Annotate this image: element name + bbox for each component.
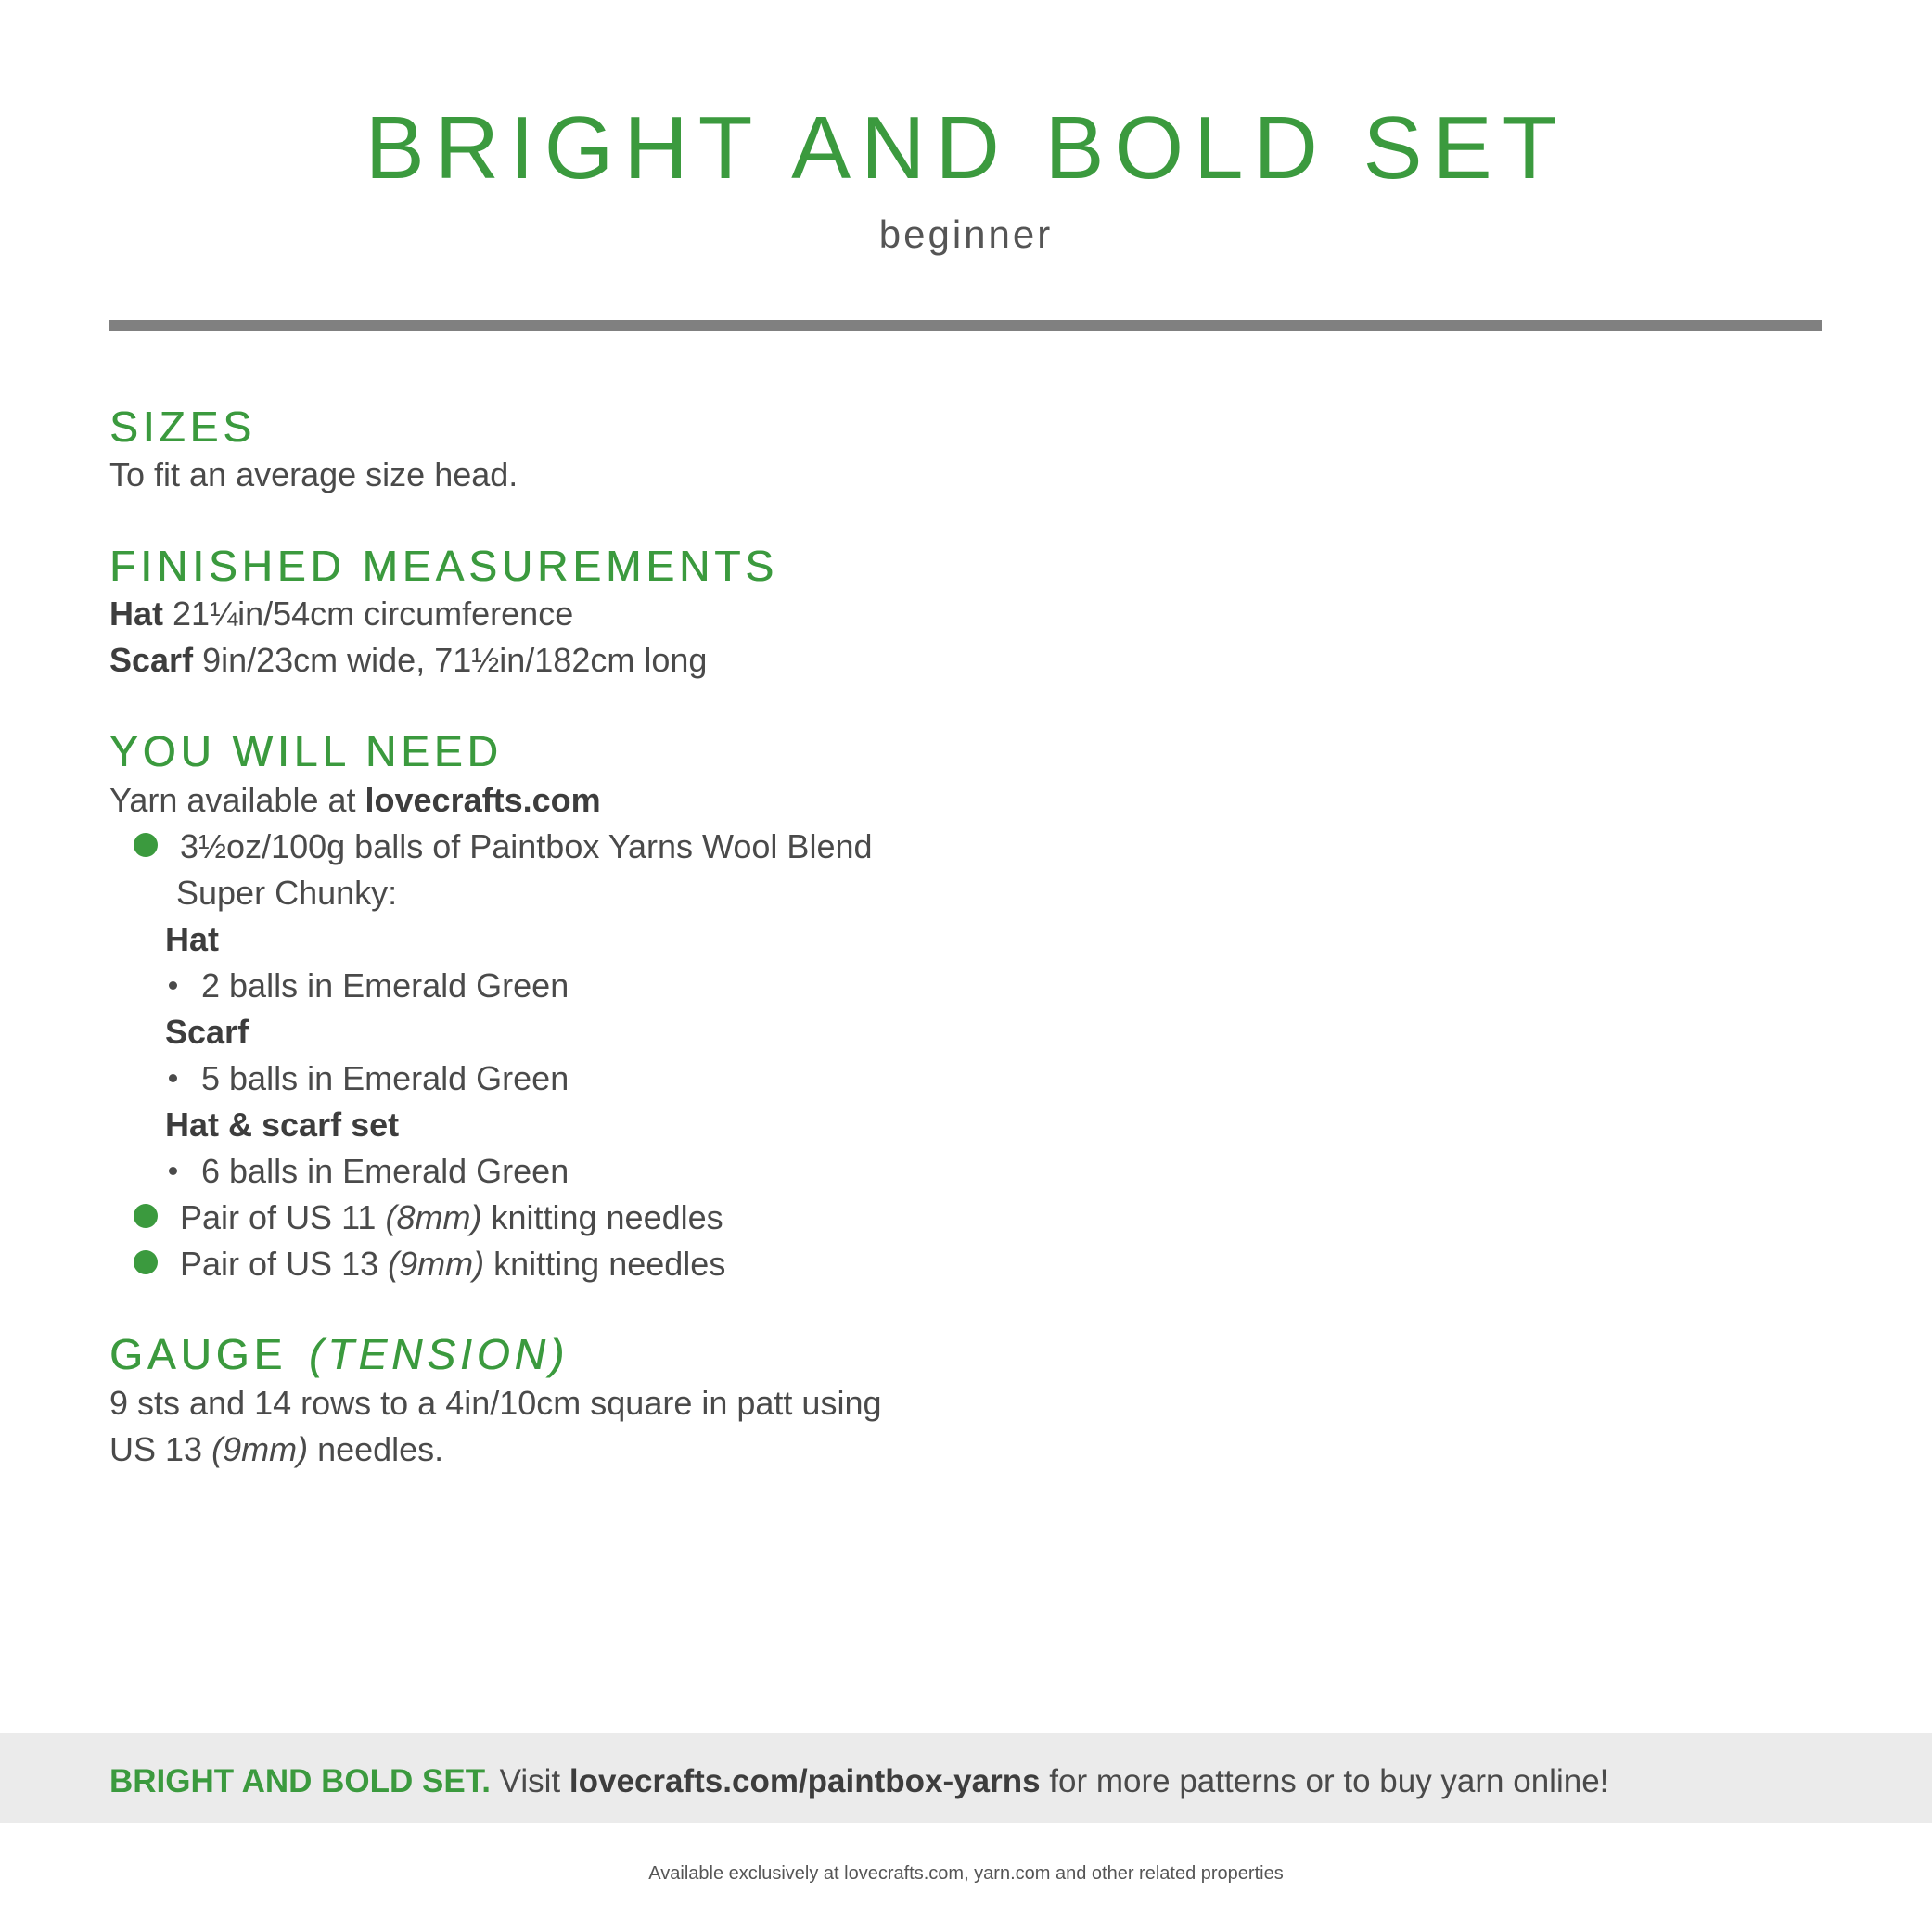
measurements-heading: FINISHED MEASUREMENTS [109,542,778,590]
hat-label: Hat [109,595,164,633]
set-sublabel: Hat & scarf set [165,1106,400,1144]
needle2-pre: Pair of US 13 [180,1245,379,1283]
gauge-line2-pre: US 13 [109,1430,203,1468]
yarn-link[interactable]: lovecrafts.com [365,781,601,819]
scarf-label: Scarf [109,641,194,679]
hat-balls-item [169,966,569,1004]
hat-balls: 2 balls in Emerald Green [201,966,569,1004]
sizes-text: To fit an average size head. [109,455,518,493]
yarn-intro: Yarn available at [109,781,356,819]
footer-title: BRIGHT AND BOLD SET. [109,1763,491,1799]
skill-level: beginner [878,212,1054,256]
gauge-line-1: 9 sts and 14 rows to a 4in/10cm square in patt using [109,1384,882,1422]
gauge-line2-post: needles. [317,1430,444,1468]
scarf-balls: 5 balls in Emerald Green [201,1059,569,1097]
yarn-line-2: Super Chunky: [176,874,398,912]
needle-item-1 [134,1198,723,1236]
footer-visit: Visit [499,1763,561,1799]
scarf-sublabel: Scarf [165,1013,249,1051]
hat-value: 21¼in/54cm circumference [173,595,574,633]
set-balls: 6 balls in Emerald Green [201,1152,569,1190]
bullet-icon [134,833,158,857]
needle-item-2 [134,1247,725,1281]
scarf-balls-item [169,1059,569,1097]
yarn-line-1: 3½oz/100g balls of Paintbox Yarns Wool Blend [180,827,873,865]
needle1-mm: (8mm) [385,1198,482,1236]
footer-link[interactable]: lovecrafts.com/paintbox-yarns [569,1763,1041,1799]
gauge-heading-tension: (TENSION) [308,1330,569,1378]
gauge-line-2 [109,1430,444,1468]
sizes-heading: SIZES [109,403,256,451]
footer-text [109,1765,1608,1798]
hat-measurement [109,597,573,631]
yarn-item [134,827,873,865]
scarf-measurement [109,641,708,679]
bullet-icon [134,1204,158,1228]
needle1-pre: Pair of US 11 [180,1198,377,1236]
small-bullet-icon [169,1074,177,1082]
gauge-heading [109,1330,569,1378]
legal-note: Available exclusively at lovecrafts.com, yarn.com and other related properties [648,1863,1284,1884]
need-heading: YOU WILL NEED [109,727,503,775]
needle2-post: knitting needles [493,1245,726,1283]
set-balls-item [169,1152,569,1190]
gauge-line2-mm: (9mm) [211,1430,309,1468]
needle2-mm: (9mm) [388,1245,485,1283]
yarn-availability [109,781,601,819]
needle1-post: knitting needles [491,1198,723,1236]
page-title: BRIGHT AND BOLD SET [365,98,1567,198]
scarf-value: 9in/23cm wide, 71½in/182cm long [202,641,708,679]
small-bullet-icon [169,1167,177,1175]
footer-rest: for more patterns or to buy yarn online! [1049,1763,1609,1799]
small-bullet-icon [169,981,177,990]
hat-sublabel: Hat [165,920,220,958]
gauge-heading-text: GAUGE [109,1330,288,1378]
bullet-icon [134,1250,158,1274]
header-divider [109,320,1822,331]
